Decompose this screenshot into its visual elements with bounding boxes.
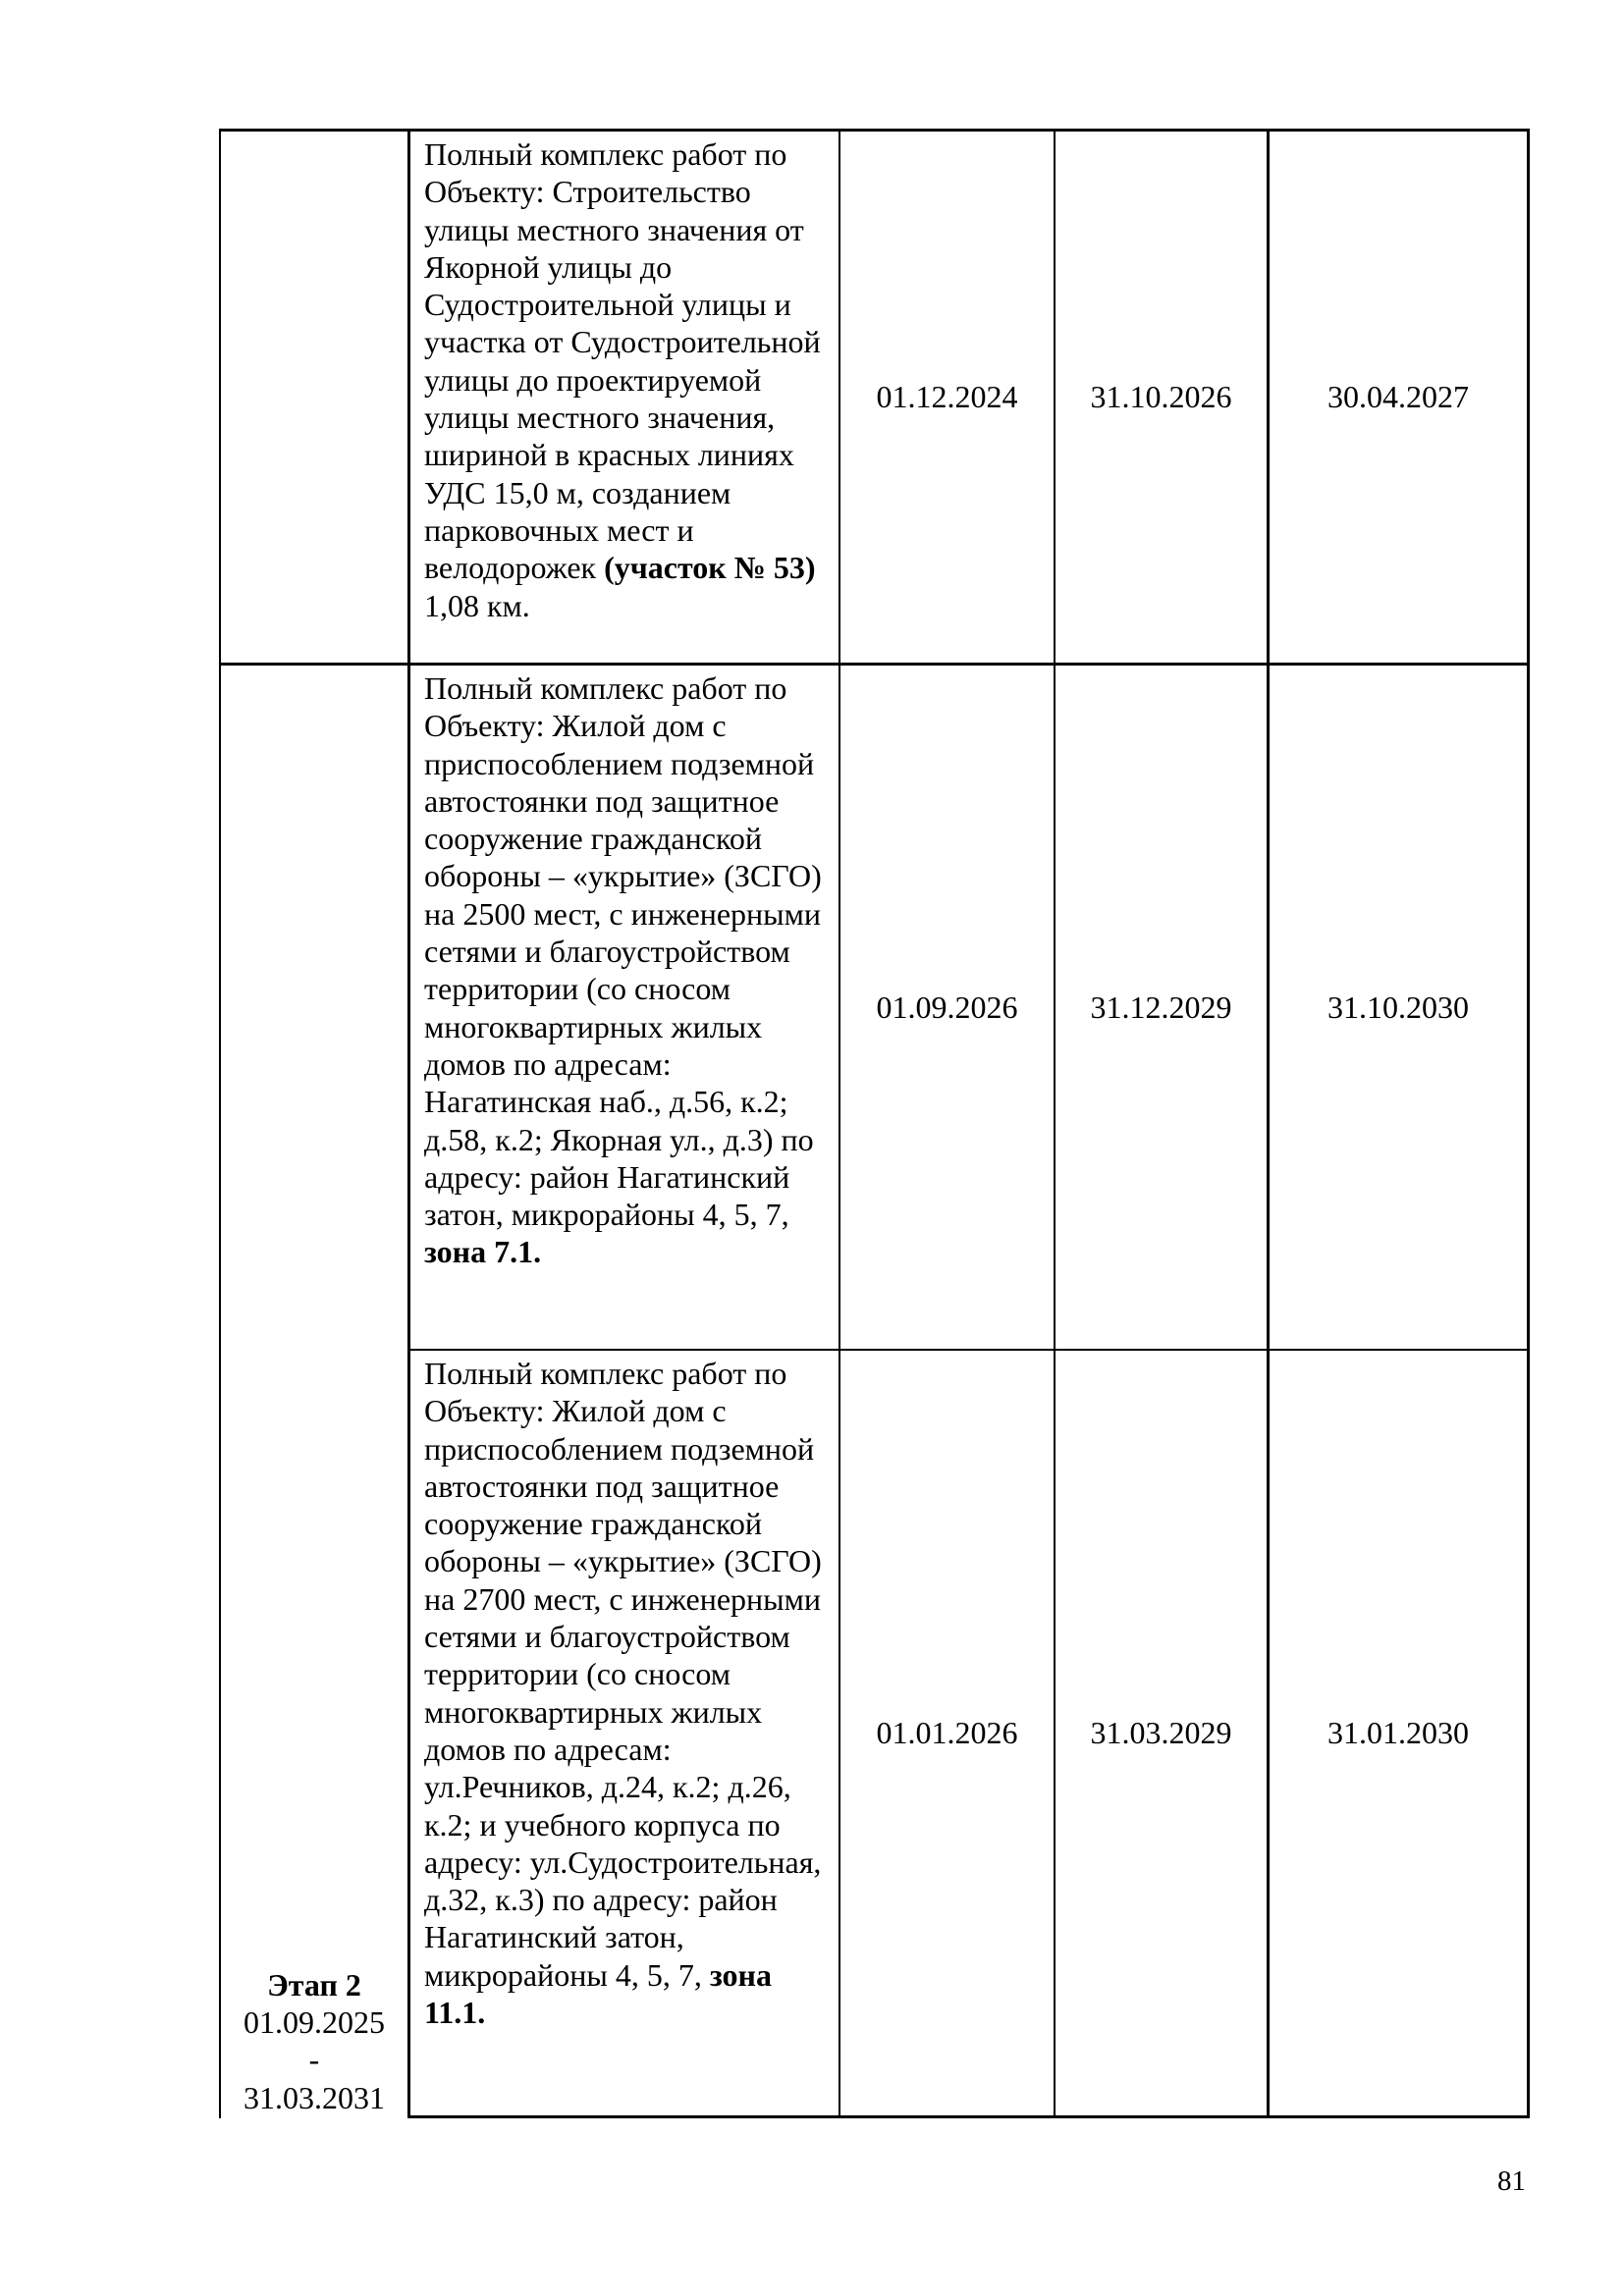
stage-cell: [221, 666, 407, 2116]
description-text-bold: (участок № 53): [604, 550, 816, 586]
table-row-1-end-date: 31.10.2026: [1090, 379, 1232, 415]
stage-title: Этап 2: [267, 1966, 361, 2002]
table-row-3-description: [410, 1351, 839, 2115]
description-text: 1,08 км.: [424, 587, 530, 623]
table-row-1-final-date: 30.04.2027: [1327, 379, 1469, 415]
table-row-2-start-date: 01.09.2026: [876, 988, 1018, 1025]
table-row-2-description: [410, 666, 839, 1349]
description-text-bold: зона 7.1.: [424, 1234, 542, 1270]
table-row-3-final-date: 31.01.2030: [1327, 1715, 1469, 1751]
table-bottom-border: [407, 2115, 1530, 2118]
table-row-3-start-date: 01.01.2026: [876, 1715, 1018, 1751]
stage-date-separator: -: [308, 2042, 320, 2078]
description-text: Полный комплекс работ по Объекту: Строительство улицы местного значения от Якорной улицы до Судостроительной улицы и участка от Судостроительной улицы до проектируемой улицы местного значения, шириной в красных линиях УДС 15,0 м, созданием парковочных мест и велодорожек: [424, 136, 821, 586]
table-row-2-end-date: 31.12.2029: [1090, 988, 1232, 1025]
table-row-2-final-date: 31.10.2030: [1327, 988, 1469, 1025]
table-row-1-start-date: 01.12.2024: [876, 379, 1018, 415]
description-text-bold: зона 11.1.: [424, 1956, 772, 2031]
description-text: Полный комплекс работ по Объекту: Жилой дом с приспособлением подземной автостоянки под защитное сооружение гражданской обороны – «укрытие» (ЗСГО) на 2700 мест, с инженерными сетями и благоустройством территории (со сносом многоквартирных жилых домов по адресам: ул.Речников, д.24, к.2; д.26, к.2; и учебного корпуса по адресу: ул.Судостроительная, д.32, к.3) по адресу: район Нагатинский затон, микрорайоны 4, 5, 7,: [424, 1356, 822, 1993]
table-right-border: [1527, 129, 1530, 2118]
page-number: 81: [1497, 2165, 1526, 2197]
stage-start-date: 01.09.2025: [244, 2004, 385, 2041]
table-row-3-end-date: 31.03.2029: [1090, 1715, 1232, 1751]
table-row-1-description: [410, 132, 839, 663]
stage-end-date: 31.03.2031: [244, 2079, 385, 2115]
description-text: Полный комплекс работ по Объекту: Жилой дом с приспособлением подземной автостоянки под защитное сооружение гражданской обороны – «укрытие» (ЗСГО) на 2500 мест, с инженерными сетями и благоустройством территории (со сносом многоквартирных жилых домов по адресам: Нагатинская наб., д.56, к.2; д.58, к.2; Якорная ул., д.3) по адресу: район Нагатинский затон, микрорайоны 4, 5, 7,: [424, 670, 822, 1233]
